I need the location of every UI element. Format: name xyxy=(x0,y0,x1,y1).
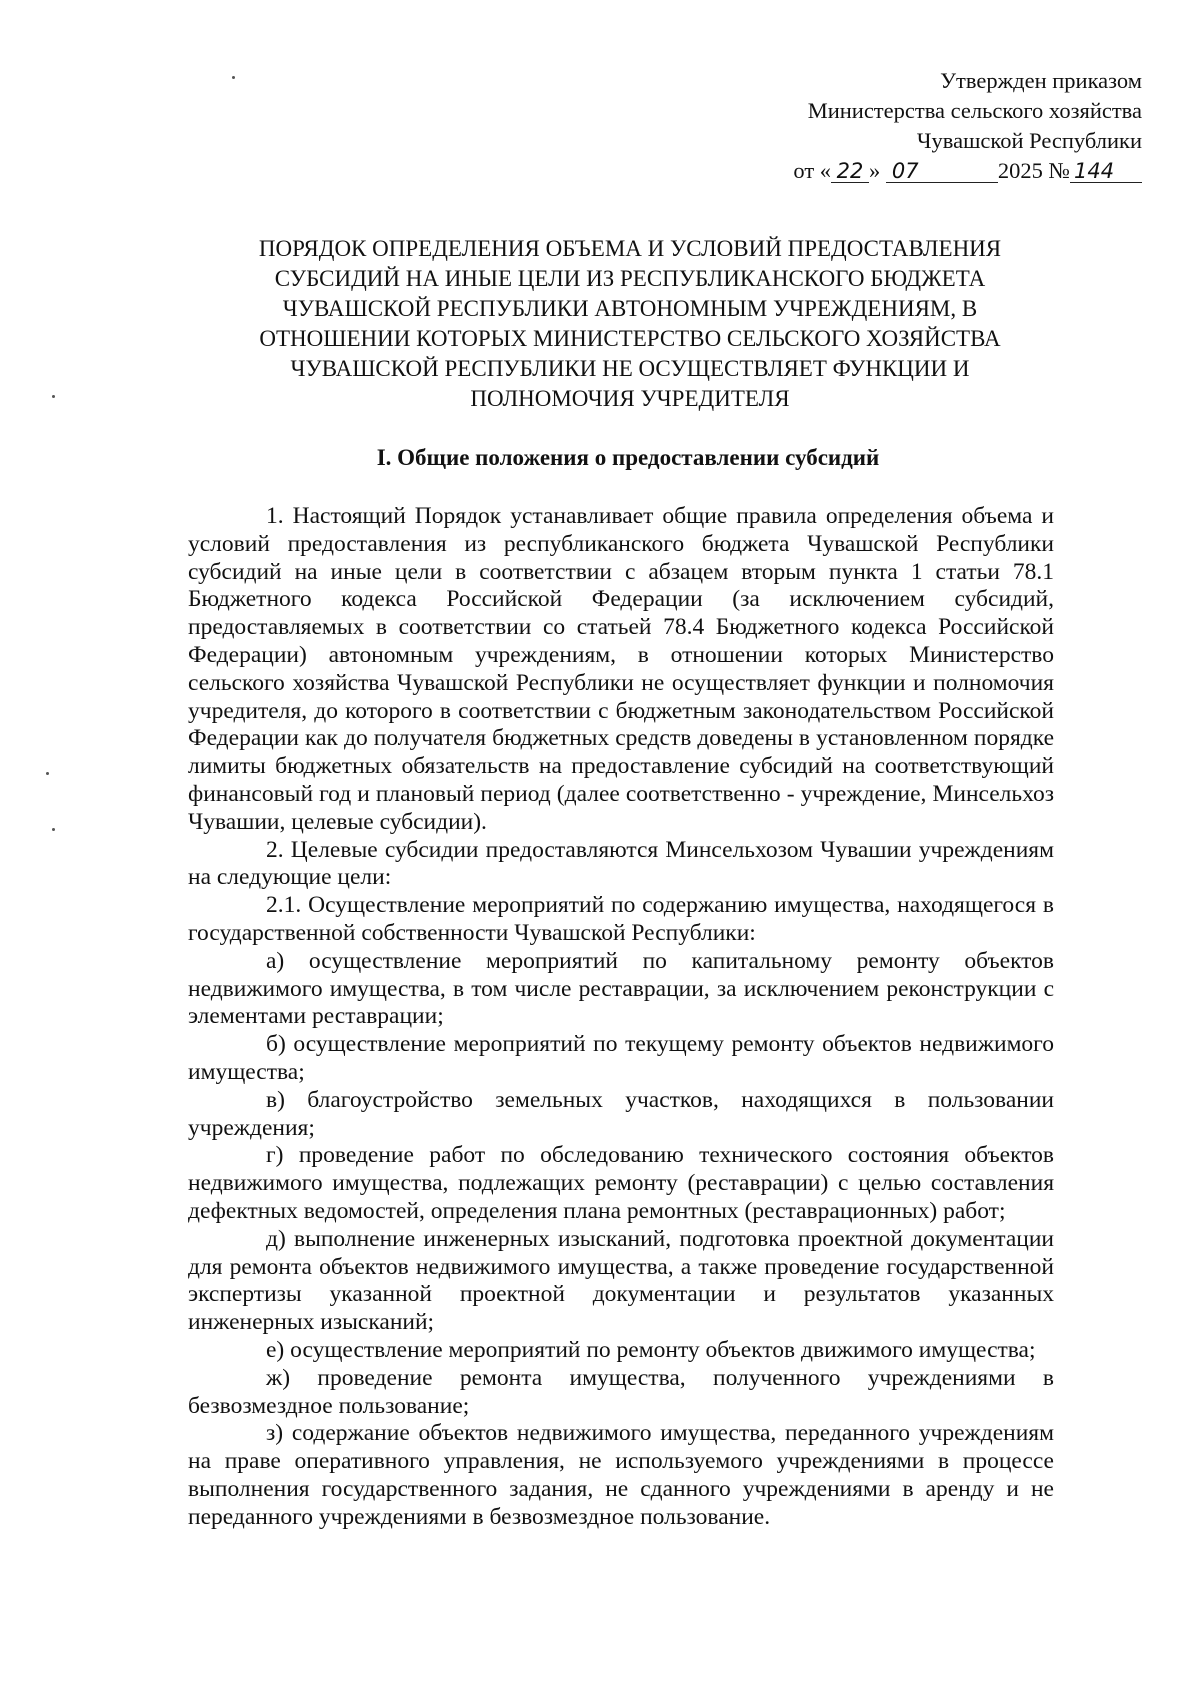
list-item-v: в) благоустройство земельных участков, находящихся в пользовании учреждения; xyxy=(188,1086,1054,1141)
approval-line-3: Чувашской Республики xyxy=(916,128,1142,153)
list-item-b: б) осуществление мероприятий по текущему ремонту объектов недвижимого имущества; xyxy=(188,1031,1054,1085)
approval-date-line xyxy=(622,156,1142,186)
paragraph-2: 2. Целевые субсидии предоставляются Минсельхозом Чувашии учреждениям на следующие цели: xyxy=(188,836,1054,891)
approval-line-1: Утвержден приказом xyxy=(940,68,1142,93)
handwritten-month: 07 xyxy=(886,160,998,183)
approval-stamp xyxy=(622,66,1142,186)
handwritten-day: 22 xyxy=(831,160,869,183)
date-prefix: от « xyxy=(793,158,832,183)
title-line-5: ЧУВАШСКОЙ РЕСПУБЛИКИ НЕ ОСУЩЕСТВЛЯЕТ ФУНКЦИИ И xyxy=(290,356,970,381)
title-line-6: ПОЛНОМОЧИЯ УЧРЕДИТЕЛЯ xyxy=(470,386,790,411)
handwritten-order-number: 144 xyxy=(1070,160,1142,183)
list-item-zh: ж) проведение ремонта имущества, полученного учреждениями в безвозмездное пользование; xyxy=(188,1364,1054,1419)
scan-speck xyxy=(46,772,49,775)
paragraph-2-1: 2.1. Осуществление мероприятий по содержанию имущества, находящегося в государственной собственности Чувашской Республики: xyxy=(188,892,1054,946)
title-line-1: ПОРЯДОК ОПРЕДЕЛЕНИЯ ОБЪЕМА И УСЛОВИЙ ПРЕДОСТАВЛЕНИЯ xyxy=(258,236,1002,261)
title-line-3: ЧУВАШСКОЙ РЕСПУБЛИКИ АВТОНОМНЫМ УЧРЕЖДЕНИЯМ, В xyxy=(282,296,978,321)
scan-speck xyxy=(232,76,235,79)
date-mid: » xyxy=(869,158,881,183)
date-year: 2025 № xyxy=(997,158,1070,183)
section-heading: I. Общие положения о предоставлении субсидий xyxy=(376,445,880,470)
approval-line-2: Министерства сельского хозяйства xyxy=(807,98,1142,123)
title-line-2: СУБСИДИЙ НА ИНЫЕ ЦЕЛИ ИЗ РЕСПУБЛИКАНСКОГО БЮДЖЕТА xyxy=(274,266,986,291)
list-item-a: а) осуществление мероприятий по капитальному ремонту объектов недвижимого имущества, в том числе реставрации, за исключением реконструкции с элементами реставрации; xyxy=(188,947,1054,1030)
document-title xyxy=(180,234,1080,414)
paragraph-1: 1. Настоящий Порядок устанавливает общие правила определения объема и условий предоставления из республиканского бюджета Чувашской Республики субсидий на иные цели в соответствии с абзацем вторым пункта 1 статьи 78.1 Бюджетного кодекса Российской Федерации (за исключением субсидий, предоставляемых в соответствии со статьей 78.4 Бюджетного кодекса Российской Федерации) автономным учреждениям, в отношении которых Министерство сельского хозяйства Чувашской Республики не осуществляет функции и полномочия учредителя, до которого в соответствии с бюджетным законодательством Российской Федерации как до получателя бюджетных средств доведены в установленном порядке лимиты бюджетных обязательств на предоставление субсидий на соответствующий финансовый год и плановый период (далее соответственно - учреждение, Минсельхоз Чувашии, целевые субсидии). xyxy=(188,503,1054,835)
list-item-d: д) выполнение инженерных изысканий, подготовка проектной документации для ремонта объектов недвижимого имущества, а также проведение государственной экспертизы указанной проектной документации и результатов указанных инженерных изысканий; xyxy=(188,1225,1054,1336)
list-item-g: г) проведение работ по обследованию технического состояния объектов недвижимого имущества, подлежащих ремонту (реставрации) с целью составления дефектных ведомостей, определения плана ремонтных (реставрационных) работ; xyxy=(188,1142,1054,1224)
list-item-e: е) осуществление мероприятий по ремонту объектов движимого имущества; xyxy=(266,1336,1036,1363)
document-body xyxy=(188,503,1054,1531)
list-item-z: з) содержание объектов недвижимого имущества, переданного учреждениям на праве оперативного управления, не используемого учреждениями в процессе выполнения государственного задания, не сданного учреждениями в аренду и не переданного учреждениями в безвозмездное пользование. xyxy=(188,1420,1054,1530)
scan-speck xyxy=(52,828,55,831)
title-line-4: ОТНОШЕНИИ КОТОРЫХ МИНИСТЕРСТВО СЕЛЬСКОГО ХОЗЯЙСТВА xyxy=(259,326,1001,351)
scan-speck xyxy=(52,395,55,398)
